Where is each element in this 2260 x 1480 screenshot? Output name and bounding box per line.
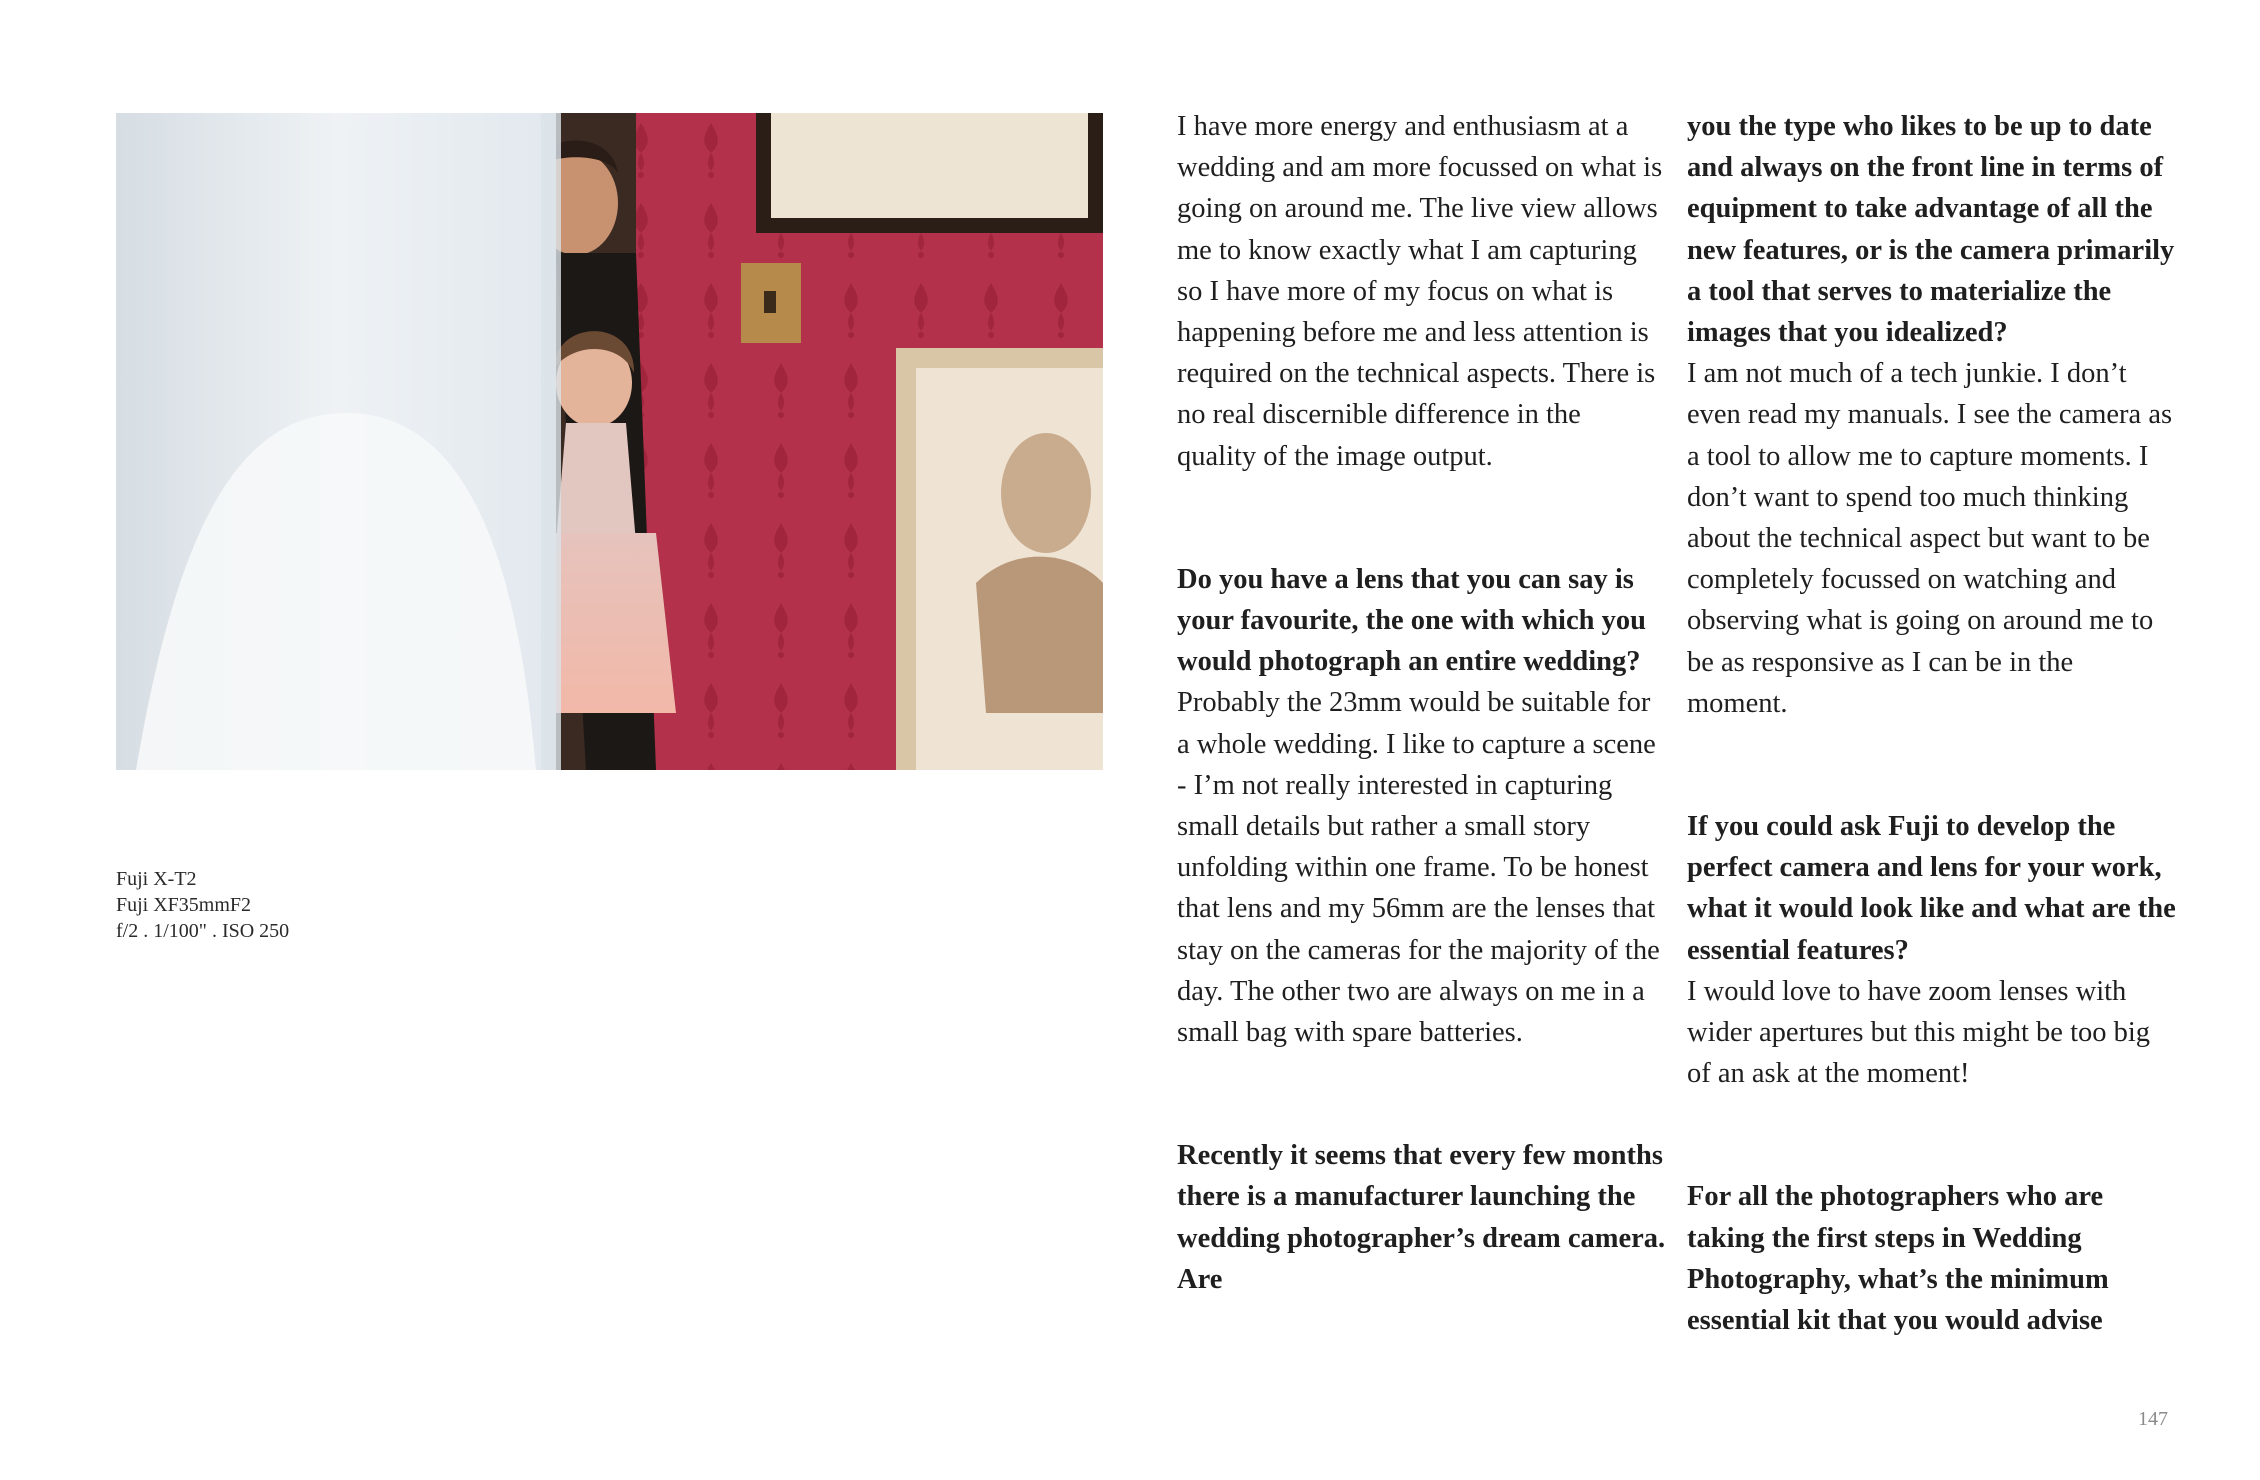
text-column-right [1687, 106, 2177, 1341]
caption-settings: f/2 . 1/100" . ISO 250 [116, 920, 290, 942]
question-2: Do you have a lens that you can say is your favourite, the one with which you would photograph an entire wedding? [1177, 563, 1646, 678]
paragraph-spacer [1177, 1053, 1667, 1135]
paragraph-spacer [1177, 477, 1667, 559]
text-column-left [1177, 106, 1667, 1300]
photo-caption [116, 866, 289, 944]
caption-camera: Fuji X-T2 [116, 868, 197, 890]
answer-2: Probably the 23mm would be suitable for a whole wedding. I like to capture a scene - I’m not really interested in capturing small details but rather a small story unfolding within one frame. To be honest that lens and my 56mm are the lenses that stay on the cameras for the majority of the day. The other two are always on me in a small bag with spare batteries. [1177, 687, 1660, 1049]
paragraph-spacer [1687, 1094, 2177, 1176]
caption-lens: Fuji XF35mmF2 [116, 894, 252, 916]
question-3-continued: you the type who likes to be up to date and always on the front line in terms of equipment to take advantage of all the new features, or is the camera primarily a tool that serves to materialize the images that you idealized? [1687, 111, 2175, 349]
photo-image [116, 113, 1103, 770]
page-number: 147 [2138, 1408, 2168, 1430]
wedding-photo [116, 113, 1103, 770]
answer-1: I have more energy and enthusiasm at a wedding and am more focussed on what is going on around me. The live view allows me to know exactly what I am capturing so I have more of my focus on what is happening before me and less attention is required on the technical aspects. There is no real discernible difference in the quality of the image output. [1177, 111, 1663, 472]
question-4: If you could ask Fuji to develop the perfect camera and lens for your work, what it would look like and what are the essential features? [1687, 811, 2176, 966]
question-3: Recently it seems that every few months there is a manufacturer launching the wedding photographer’s dream camera. Are [1177, 1140, 1666, 1295]
answer-3: I am not much of a tech junkie. I don’t even read my manuals. I see the camera as a tool to allow me to capture moments. I don’t want to spend too much thinking about the technical aspect but want to be completely focussed on watching and observing what is going on around me to be as responsive as I can be in the moment. [1687, 358, 2173, 719]
question-5: For all the photographers who are taking the first steps in Wedding Photography, what’s the minimum essential kit that you would advise [1687, 1181, 2109, 1337]
paragraph-spacer [1687, 724, 2177, 806]
answer-4: I would love to have zoom lenses with wider apertures but this might be too big of an ask at the moment! [1687, 975, 2151, 1090]
